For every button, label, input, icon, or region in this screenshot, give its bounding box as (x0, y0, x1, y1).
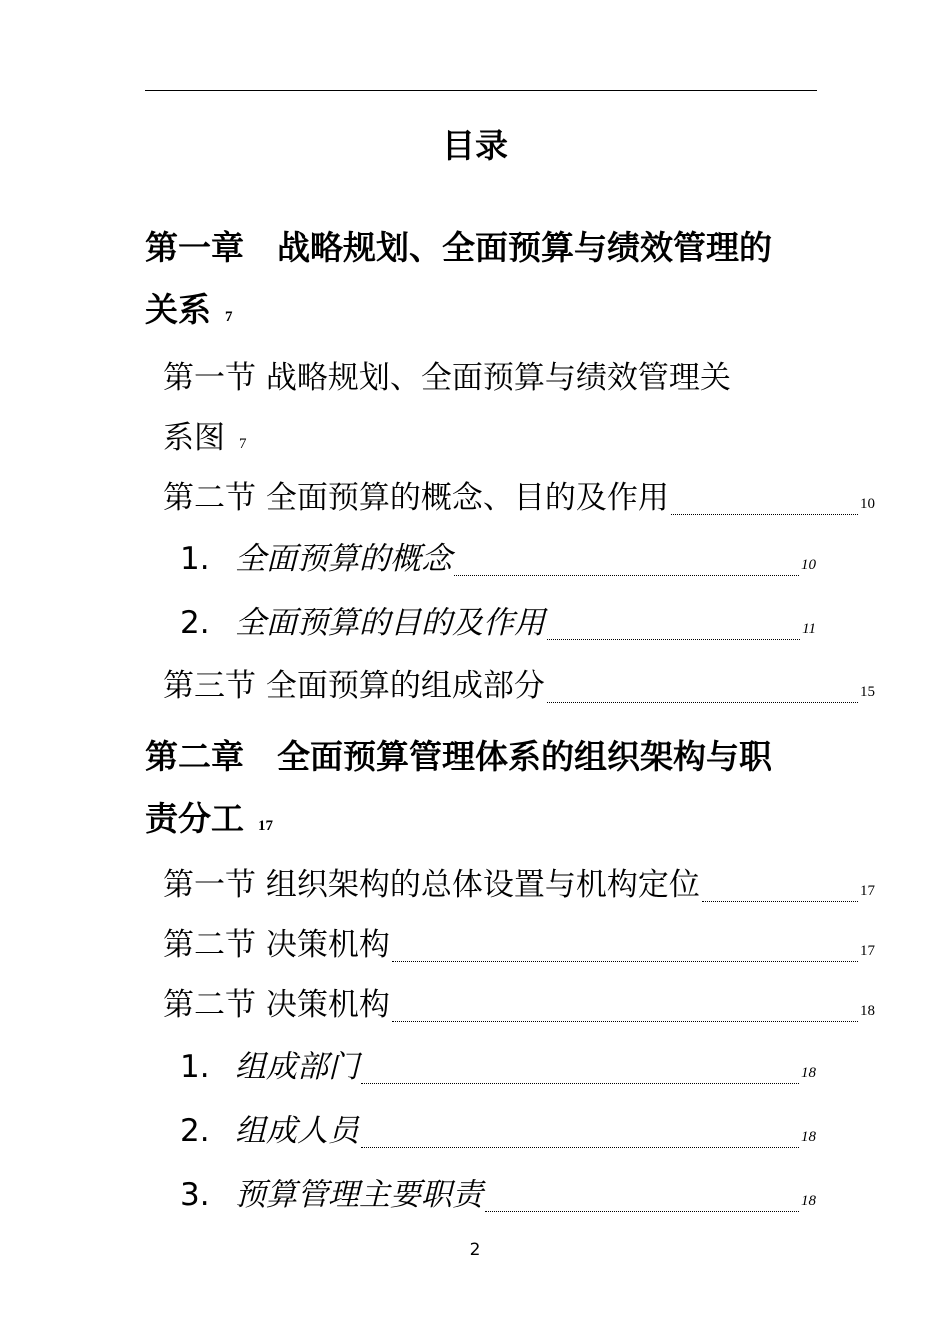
toc-section-label: 第二节 决策机构 (163, 987, 390, 1023)
toc-section[interactable] (163, 664, 875, 714)
toc-chapter-1-line1: 第一章 战略规划、全面预算与绩效管理的 (145, 228, 772, 267)
toc-page-number: 17 (258, 818, 273, 834)
toc-page-number: 18 (801, 1129, 816, 1145)
toc-chapter-2-line2: 责分工 (145, 799, 244, 838)
toc-chapter-2-line1: 第二章 全面预算管理体系的组织架构与职 (145, 737, 772, 776)
toc-section[interactable] (163, 923, 875, 973)
toc-page-number: 7 (225, 309, 233, 325)
toc-item-label: 组成部门 (235, 1049, 359, 1085)
toc-chapter-1-line2: 关系 (145, 290, 211, 329)
toc-chapter-2-cont[interactable] (145, 795, 273, 850)
toc-page-number: 7 (239, 436, 247, 452)
toc-section[interactable] (163, 356, 731, 400)
toc-item-label: 预算管理主要职责 (235, 1177, 483, 1213)
toc-section-line1: 第一节 战略规划、全面预算与绩效管理关 (163, 360, 731, 396)
toc-leader-dots (671, 514, 858, 515)
toc-page-number: 10 (860, 496, 875, 512)
toc-section-label: 第三节 全面预算的组成部分 (163, 668, 545, 704)
toc-section[interactable] (163, 476, 875, 526)
toc-leader-dots (392, 1021, 858, 1022)
toc-leader-dots (702, 901, 858, 902)
toc-item[interactable] (180, 1109, 816, 1159)
toc-leader-dots (547, 639, 800, 640)
toc-leader-dots (361, 1147, 799, 1148)
toc-section-label: 第二节 决策机构 (163, 927, 390, 963)
toc-item-label: 组成人员 (235, 1113, 359, 1149)
toc-chapter-1[interactable] (145, 224, 772, 272)
toc-leader-dots (392, 961, 858, 962)
toc-item-number: 2. (180, 605, 210, 641)
toc-page-number: 18 (801, 1065, 816, 1081)
toc-chapter-1-cont[interactable] (145, 286, 233, 341)
toc-item[interactable] (180, 537, 816, 587)
toc-section-line2: 系图 (163, 420, 225, 456)
toc-page-number: 18 (801, 1193, 816, 1209)
toc-leader-dots (361, 1083, 799, 1084)
toc-page-number: 17 (860, 883, 875, 899)
toc-section[interactable] (163, 983, 875, 1033)
toc-item-label: 全面预算的目的及作用 (235, 605, 545, 641)
toc-item-number: 1. (180, 541, 210, 577)
toc-item-number: 1. (180, 1049, 210, 1085)
toc-item-label: 全面预算的概念 (235, 541, 452, 577)
toc-item[interactable] (180, 1173, 816, 1223)
toc-section-label: 第一节 组织架构的总体设置与机构定位 (163, 867, 700, 903)
toc-item[interactable] (180, 1045, 816, 1095)
toc-leader-dots (547, 702, 858, 703)
toc-section-label: 第二节 全面预算的概念、目的及作用 (163, 480, 669, 516)
toc-chapter-2[interactable] (145, 733, 772, 781)
toc-page-number: 18 (860, 1003, 875, 1019)
toc-section[interactable] (163, 863, 875, 913)
toc-page-number: 17 (860, 943, 875, 959)
toc-item-number: 3. (180, 1177, 210, 1213)
toc-section-cont[interactable] (163, 416, 247, 466)
toc-page-number: 10 (801, 557, 816, 573)
toc-title: 目录 (442, 126, 508, 165)
toc-item-number: 2. (180, 1113, 210, 1149)
toc-leader-dots (485, 1211, 799, 1212)
toc-leader-dots (454, 575, 799, 576)
toc-page-number: 11 (802, 621, 816, 637)
header-rule (145, 90, 817, 91)
page-number: 2 (469, 1240, 481, 1260)
toc-item[interactable] (180, 601, 816, 651)
toc-page-number: 15 (860, 684, 875, 700)
